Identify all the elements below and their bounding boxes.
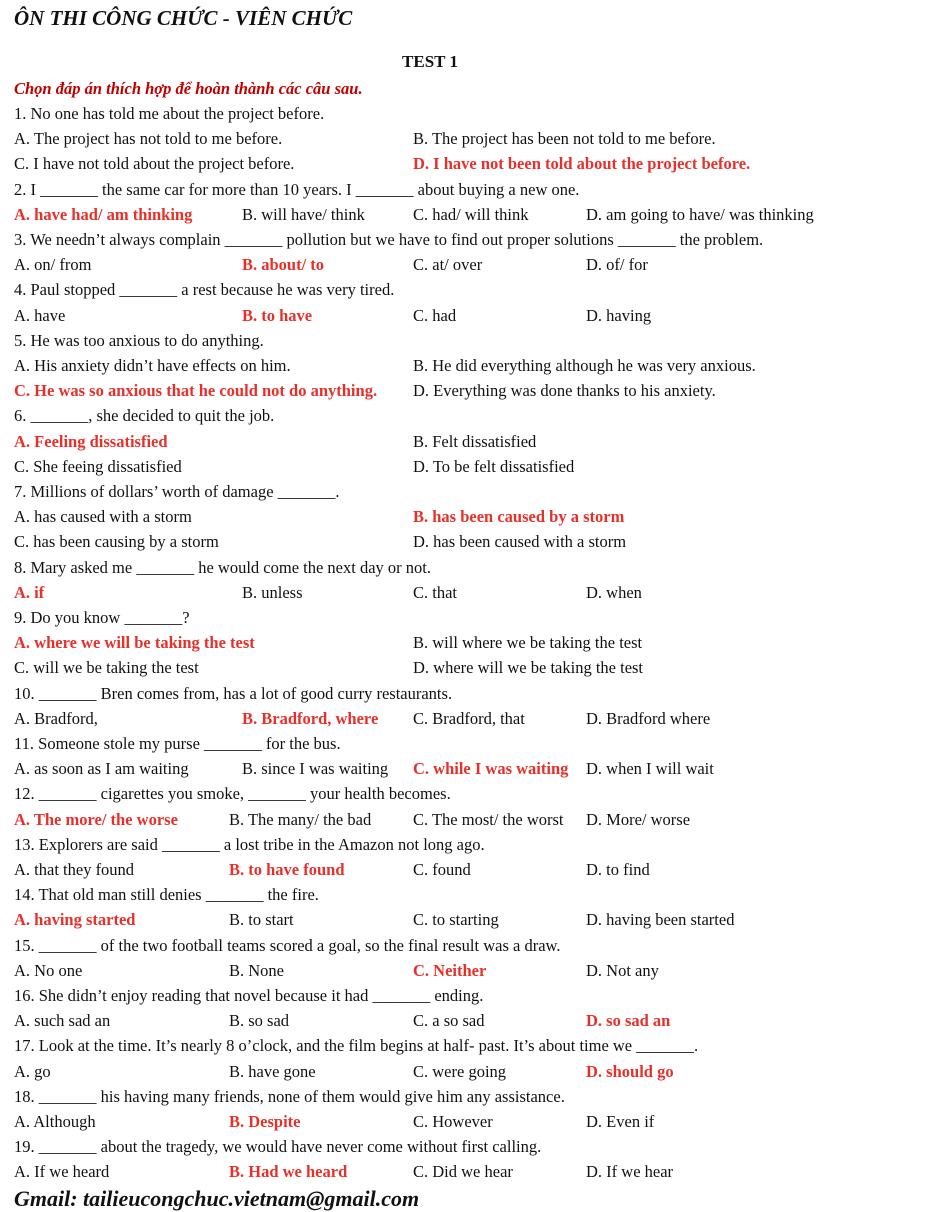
question-7-option-d: D. has been caused with a storm: [413, 532, 627, 552]
question-7-option-b-correct: B. has been caused by a storm: [413, 507, 625, 527]
question-9-option-b: B. will where we be taking the test: [413, 633, 643, 653]
question-6-option-c: C. She feeing dissatisfied: [14, 456, 182, 476]
question-4-option-b-correct: B. to have: [242, 305, 313, 325]
question-14-option-a-correct: A. having started: [14, 910, 136, 930]
question-6: 6. _______, she decided to quit the job.: [14, 406, 275, 426]
question-7-option-c: C. has been causing by a storm: [14, 532, 219, 552]
question-1-option-b: B. The project has been not told to me before.: [413, 129, 716, 149]
question-1-option-c: C. I have not told about the project before.: [14, 154, 295, 174]
question-8-option-d: D. when: [586, 582, 642, 602]
question-16-option-c: C. a so sad: [413, 1011, 485, 1031]
question-3-option-a: A. on/ from: [14, 255, 92, 275]
question-9-option-d: D. where will we be taking the test: [413, 658, 644, 678]
question-8-option-c: C. that: [413, 582, 457, 602]
question-5-option-c-correct: C. He was so anxious that he could not do anything.: [14, 381, 378, 401]
question-15: 15. _______ of the two football teams scored a goal, so the final result was a draw.: [14, 935, 561, 955]
question-3-option-c: C. at/ over: [413, 255, 483, 275]
question-4-option-c: C. had: [413, 305, 457, 325]
question-16-option-a: A. such sad an: [14, 1011, 111, 1031]
question-1-option-a: A. The project has not told to me before.: [14, 129, 283, 149]
question-13-option-b-correct: B. to have found: [229, 860, 345, 879]
question-10-option-d: D. Bradford where: [586, 708, 711, 728]
question-16-option-b: B. so sad: [229, 1011, 290, 1031]
page-header: ÔN THI CÔNG CHỨC - VIÊN CHỨC: [14, 6, 353, 30]
question-18-option-b-correct: B. Despite: [229, 1112, 301, 1131]
question-18-option-c: C. However: [413, 1112, 493, 1131]
question-6-option-d: D. To be felt dissatisfied: [413, 456, 575, 476]
question-19-option-c: C. Did we hear: [413, 1162, 513, 1182]
question-3-option-d: D. of/ for: [586, 255, 648, 275]
question-16-option-d-correct: D. so sad an: [586, 1011, 671, 1031]
question-8: 8. Mary asked me _______ he would come the next day or not.: [14, 557, 431, 577]
question-17: 17. Look at the time. It’s nearly 8 o’clock, and the film begins at half- past. It’s about time we _______.: [14, 1036, 699, 1056]
question-18-option-d: D. Even if: [586, 1112, 655, 1131]
test-title: TEST 1: [402, 52, 458, 71]
question-16: 16. She didn’t enjoy reading that novel because it had _______ ending.: [14, 986, 484, 1005]
question-11-option-b: B. since I was waiting: [242, 759, 389, 779]
question-3-option-b-correct: B. about/ to: [242, 255, 325, 275]
question-13-option-c: C. found: [413, 860, 471, 879]
question-1: 1. No one has told me about the project before.: [14, 104, 325, 123]
question-4-option-d: D. having: [586, 305, 652, 325]
question-1-option-d-correct: D. I have not been told about the project before.: [413, 154, 751, 174]
question-5-option-a: A. His anxiety didn’t have effects on him.: [14, 356, 291, 375]
question-3: 3. We needn’t always complain _______ pollution but we have to find out proper solutions _______ the problem.: [14, 230, 764, 249]
question-9-option-c: C. will we be taking the test: [14, 658, 199, 678]
question-14: 14. That old man still denies _______ the fire.: [14, 885, 319, 905]
question-8-option-b: B. unless: [242, 582, 303, 602]
question-13: 13. Explorers are said _______ a lost tribe in the Amazon not long ago.: [14, 834, 485, 854]
question-5-option-b: B. He did everything although he was very anxious.: [413, 356, 756, 375]
question-14-option-d: D. having been started: [586, 910, 735, 930]
question-9-option-a-correct: A. where we will be taking the test: [14, 633, 255, 653]
question-10-option-c: C. Bradford, that: [413, 708, 525, 728]
question-5-option-d: D. Everything was done thanks to his anxiety.: [413, 381, 716, 401]
question-12-option-d: D. More/ worse: [586, 809, 691, 829]
question-6-option-b: B. Felt dissatisfied: [413, 431, 537, 451]
question-2-option-c: C. had/ will think: [413, 204, 529, 224]
question-11: 11. Someone stole my purse _______ for the bus.: [14, 734, 341, 753]
question-15-option-c-correct: C. Neither: [413, 960, 487, 980]
question-19: 19. _______ about the tragedy, we would have never come without first calling.: [14, 1137, 542, 1157]
question-19-option-d: D. If we hear: [586, 1162, 674, 1182]
question-4-option-a: A. have: [14, 305, 66, 325]
footer-email: Gmail: tailieucongchuc.vietnam@gmail.com: [14, 1186, 420, 1211]
question-12-option-c: C. The most/ the worst: [413, 809, 564, 829]
question-14-option-b: B. to start: [229, 910, 294, 930]
instruction: Chọn đáp án thích hợp để hoàn thành các câu sau.: [14, 79, 363, 98]
question-11-option-c-correct: C. while I was waiting: [413, 759, 569, 779]
question-12-option-a-correct: A. The more/ the worse: [14, 809, 178, 829]
question-15-option-d: D. Not any: [586, 960, 659, 980]
question-2-option-d: D. am going to have/ was thinking: [586, 204, 814, 224]
question-19-option-b-correct: B. Had we heard: [229, 1162, 348, 1182]
question-17-option-d-correct: D. should go: [586, 1061, 674, 1081]
question-2-option-b: B. will have/ think: [242, 204, 365, 224]
question-8-option-a-correct: A. if: [14, 582, 45, 602]
question-12: 12. _______ cigarettes you smoke, _______ your health becomes.: [14, 784, 451, 804]
question-15-option-a: A. No one: [14, 960, 83, 980]
question-6-option-a-correct: A. Feeling dissatisfied: [14, 431, 168, 451]
question-12-option-b: B. The many/ the bad: [229, 809, 372, 829]
question-14-option-c: C. to starting: [413, 910, 499, 930]
question-2: 2. I _______ the same car for more than 10 years. I _______ about buying a new one.: [14, 179, 580, 199]
question-10: 10. _______ Bren comes from, has a lot of good curry restaurants.: [14, 683, 453, 703]
question-5: 5. He was too anxious to do anything.: [14, 330, 264, 350]
question-7-option-a: A. has caused with a storm: [14, 507, 192, 527]
question-11-option-d: D. when I will wait: [586, 759, 714, 779]
question-13-option-d: D. to find: [586, 860, 650, 879]
question-9: 9. Do you know _______?: [14, 608, 190, 627]
question-10-option-b-correct: B. Bradford, where: [242, 708, 379, 728]
question-19-option-a: A. If we heard: [14, 1162, 110, 1182]
question-10-option-a: A. Bradford,: [14, 708, 98, 728]
question-11-option-a: A. as soon as I am waiting: [14, 759, 189, 779]
question-18-option-a: A. Although: [14, 1112, 96, 1131]
question-15-option-b: B. None: [229, 960, 284, 980]
question-17-option-a: A. go: [14, 1061, 51, 1081]
question-18: 18. _______ his having many friends, none of them would give him any assistance.: [14, 1086, 565, 1106]
question-17-option-b: B. have gone: [229, 1061, 316, 1081]
question-17-option-c: C. were going: [413, 1061, 507, 1081]
question-4: 4. Paul stopped _______ a rest because he was very tired.: [14, 280, 395, 300]
question-7: 7. Millions of dollars’ worth of damage _______.: [14, 482, 340, 501]
question-13-option-a: A. that they found: [14, 860, 135, 879]
question-2-option-a-correct: A. have had/ am thinking: [14, 204, 193, 224]
